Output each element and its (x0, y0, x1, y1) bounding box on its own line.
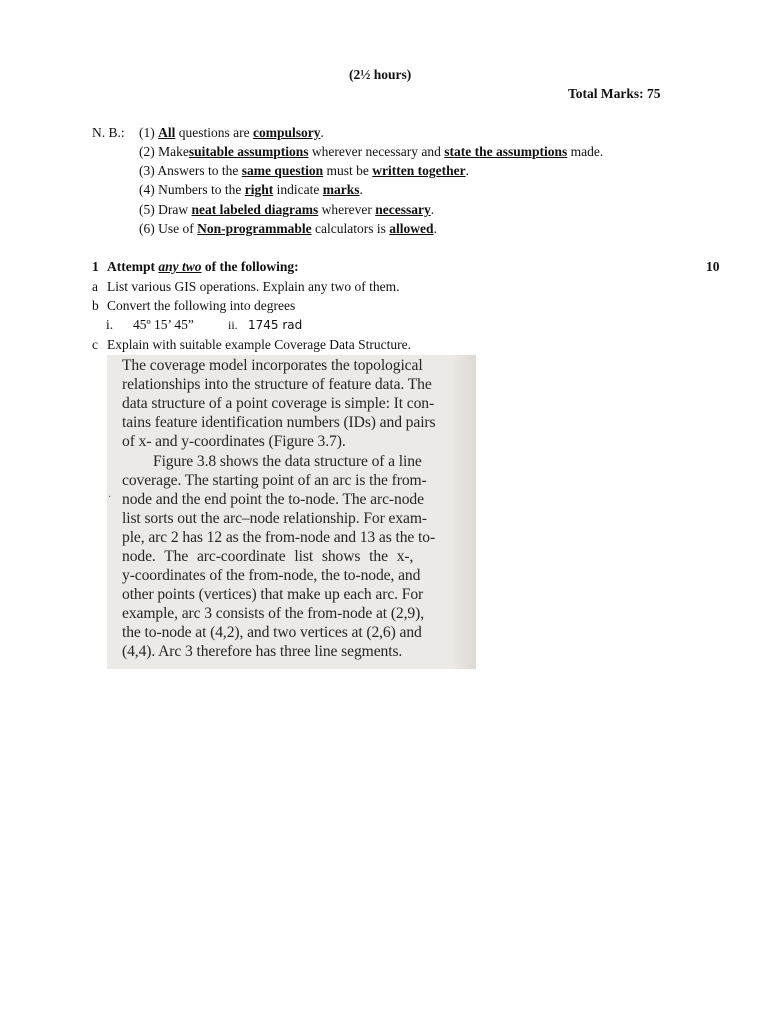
excerpt-line: other points (vertices) that make up each arc. For (122, 586, 424, 603)
nb-item (139, 125, 324, 141)
subq-b-i-label: i. (106, 317, 114, 332)
subq-a-text: List various GIS operations. Explain any two of them. (107, 279, 400, 294)
excerpt-line: list sorts out the arc–node relationship. For exam- (122, 510, 427, 527)
nb-emphasis: same question (241, 163, 324, 178)
nb-item (139, 144, 603, 160)
excerpt-line: data structure of a point coverage is simple: It con- (122, 395, 435, 412)
nb-item-number: (6) (139, 221, 159, 236)
nb-emphasis: neat labeled diagrams (191, 202, 319, 217)
nb-text: Use of (158, 221, 198, 236)
nb-item (139, 221, 437, 237)
subq-b-ii-value: 1745 rad (248, 318, 303, 332)
nb-text: questions are (175, 125, 253, 140)
nb-text: . (430, 202, 435, 217)
excerpt-line: of x- and y-coordinates (Figure 3.7). (122, 433, 346, 450)
subq-b-ii-label: ii. (228, 318, 238, 332)
subq-c-label: c (92, 337, 98, 352)
nb-emphasis: right (244, 182, 274, 197)
excerpt-line: The coverage model incorporates the topological (122, 357, 423, 374)
subq-b-label: b (92, 298, 99, 313)
question-title-suffix: of the following: (201, 259, 299, 274)
question-marks: 10 (706, 259, 720, 274)
subq-a-label: a (92, 279, 98, 294)
nb-emphasis: compulsory (253, 125, 321, 140)
nb-item-number: (5) (139, 202, 159, 217)
nb-text: . (465, 163, 469, 178)
subq-b-i-value: 45º 15’ 45” (133, 317, 194, 332)
nb-emphasis: allowed (389, 221, 434, 236)
excerpt-line: tains feature identification numbers (IDs) and pairs (122, 414, 436, 431)
nb-text: . (359, 182, 363, 197)
nb-text: indicate (273, 182, 323, 197)
subq-c-text: Explain with suitable example Coverage Data Structure. (107, 337, 412, 352)
nb-text: . (320, 125, 324, 140)
excerpt-line: coverage. The starting point of an arc is the from- (122, 472, 427, 489)
nb-emphasis: state the assumptions (444, 144, 568, 159)
nb-text: Answers to the (157, 163, 242, 178)
question-number: 1 (92, 259, 99, 274)
scan-speck: · (108, 492, 112, 503)
excerpt-line: relationships into the structure of feature data. The (122, 376, 432, 393)
excerpt-line: Figure 3.8 shows the data structure of a line (153, 453, 422, 470)
nb-label: N. B.: (92, 125, 125, 140)
nb-emphasis: suitable assumptions (188, 144, 309, 159)
nb-text: made. (567, 144, 604, 159)
excerpt-line: node. The arc-coordinate list shows the x-, (122, 548, 414, 565)
nb-text: Draw (158, 202, 192, 217)
excerpt-line: ple, arc 2 has 12 as the from-node and 13 as the to- (122, 529, 436, 546)
nb-text: wherever (318, 202, 376, 217)
nb-text: . (433, 221, 437, 236)
nb-emphasis: necessary (375, 202, 431, 217)
question-title (107, 259, 299, 275)
subq-b-text: Convert the following into degrees (107, 298, 296, 313)
excerpt-line: the to-node at (4,2), and two vertices at (2,6) and (122, 624, 422, 641)
nb-item (139, 202, 434, 218)
nb-item (139, 182, 363, 198)
nb-emphasis: marks (322, 182, 360, 197)
nb-text: wherever necessary and (308, 144, 445, 159)
nb-emphasis: written together (372, 163, 466, 178)
nb-item (139, 163, 469, 179)
nb-text: Numbers to the (158, 182, 245, 197)
question-title-prefix: Attempt (107, 259, 159, 274)
total-marks: Total Marks: 75 (568, 86, 661, 101)
nb-text: calculators is (311, 221, 390, 236)
excerpt-line: node and the end point the to-node. The arc-node (122, 491, 424, 508)
scanned-textbook-excerpt (107, 355, 476, 669)
nb-text: Make (158, 144, 189, 159)
question-title-emphasis: any two (158, 259, 202, 274)
nb-item-number: (4) (139, 182, 159, 197)
excerpt-line: y-coordinates of the from-node, the to-node, and (122, 567, 421, 584)
nb-item-number: (1) (139, 125, 159, 140)
nb-emphasis: Non-programmable (197, 221, 312, 236)
excerpt-line: (4,4). Arc 3 therefore has three line segments. (122, 643, 403, 660)
exam-duration: (2½ hours) (349, 67, 412, 82)
nb-item-number: (3) (139, 163, 158, 178)
nb-item-number: (2) (139, 144, 159, 159)
excerpt-line: example, arc 3 consists of the from-node at (2,9), (122, 605, 425, 622)
nb-emphasis: All (158, 125, 176, 140)
nb-text: must be (323, 163, 373, 178)
